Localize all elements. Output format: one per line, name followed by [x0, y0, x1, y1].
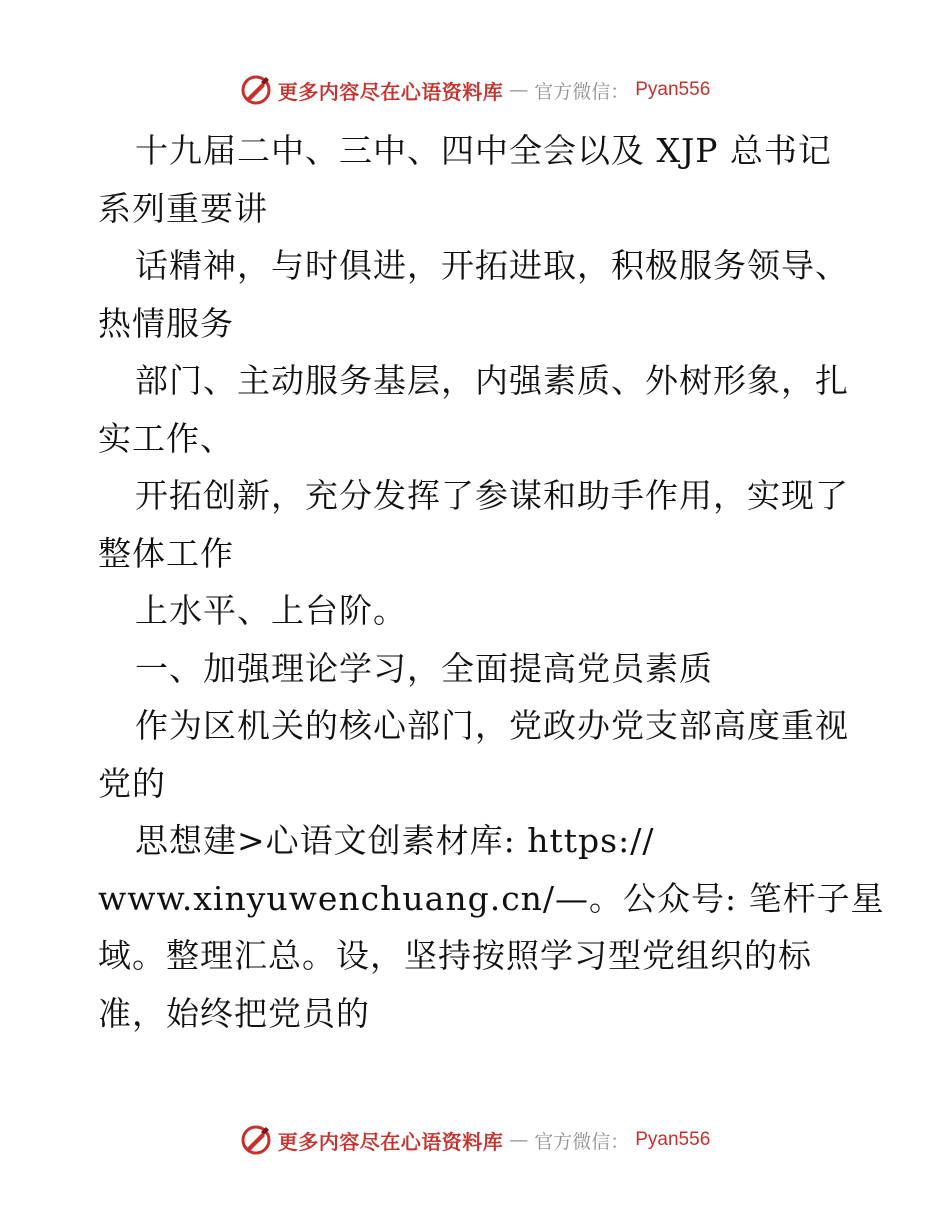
body-line: 话精神，与时俱进，开拓进取，积极服务领导、 [135, 246, 849, 285]
body-line: 思想建>心语文创素材库: https:// [135, 821, 655, 860]
body-line: 系列重要讲 [98, 188, 268, 228]
body-line: 整体工作 [98, 533, 234, 573]
footer-dash: — [509, 1129, 529, 1151]
body-line: 实工作、 [98, 418, 234, 458]
body-line: 党的 [98, 763, 166, 803]
header-wechat-label: 官方微信： [534, 80, 630, 103]
body-line: 准，始终把党员的 [98, 993, 370, 1033]
header-wechat-id: Pyan556 [635, 79, 711, 100]
header-dash: — [509, 79, 529, 101]
footer-wechat-id: Pyan556 [635, 1129, 711, 1150]
body-line: 作为区机关的核心部门，党政办党支部高度重视 [135, 706, 849, 745]
document-body [98, 122, 885, 1042]
body-line: www.xinyuwenchuang.cn/—。公众号: 笔杆子星 [98, 878, 885, 918]
footer-wechat-label: 官方微信： [534, 1130, 630, 1153]
body-line: 部门、主动服务基层，内强素质、外树形象，扎 [135, 361, 849, 400]
brand-logo-icon [240, 74, 272, 106]
section-heading: 一、加强理论学习，全面提高党员素质 [135, 648, 713, 688]
header-promo-text: 更多内容尽在心语资料库 [277, 79, 504, 104]
footer-promo-text: 更多内容尽在心语资料库 [277, 1129, 504, 1154]
footer-banner [0, 1120, 950, 1160]
body-line: 十九届二中、三中、四中全会以及 XJP 总书记 [135, 131, 832, 170]
header-banner [0, 70, 950, 110]
body-line: 热情服务 [98, 303, 234, 343]
brand-logo-icon [240, 1124, 272, 1156]
body-line: 上水平、上台阶。 [135, 591, 407, 630]
body-line: 域。整理汇总。设，坚持按照学习型党组织的标 [98, 936, 812, 975]
body-line: 开拓创新，充分发挥了参谋和助手作用，实现了 [135, 476, 849, 515]
